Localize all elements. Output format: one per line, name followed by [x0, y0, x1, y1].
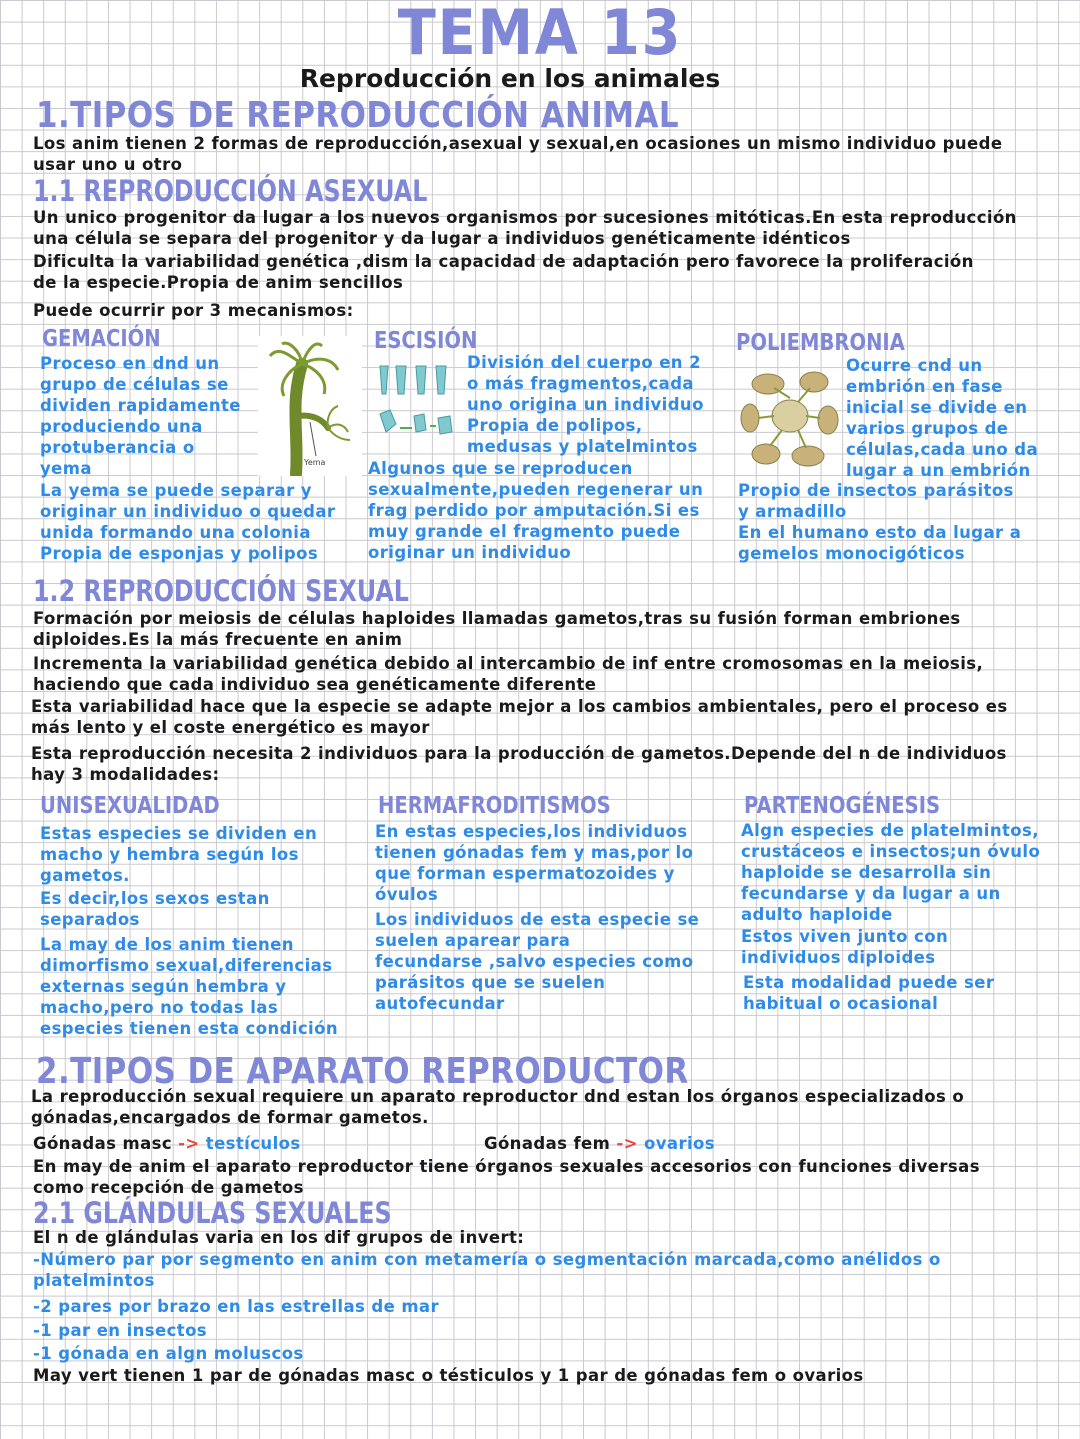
escision-line: frag perdido por amputación.Si es [368, 501, 700, 520]
poliembronia-drawing [738, 360, 842, 472]
gonadas-fem-value: ovarios [644, 1134, 716, 1153]
unisexualidad-line: gametos. [40, 866, 130, 885]
sexual-para2-line: haciendo que cada individuo sea genéticamente diferente [33, 675, 597, 694]
poliembronia-line: inicial se divide en [846, 398, 1028, 417]
gemacion-text-a [40, 353, 241, 479]
unisexualidad-line: macho y hembra según los [40, 845, 299, 864]
gemacion-title: GEMACIÓN [42, 326, 161, 352]
arrow-icon: -> [616, 1134, 638, 1153]
section1-intro [33, 133, 1002, 175]
poliembronia-text-a [846, 355, 1038, 481]
asexual-para1-line: Un unico progenitor da lugar a los nuevos organismos por sucesiones mitóticas.En esta reproducción [33, 208, 1017, 227]
gemacion-line: yema [40, 459, 92, 478]
glandulas-item-2: -2 pares por brazo en las estrellas de mar [33, 1297, 439, 1316]
partenogenesis-line: individuos diploides [741, 948, 936, 967]
sexual-para1-line: Formación por meiosis de células haploides llamadas gametos,tras su fusión forman embriones [33, 609, 961, 628]
gemacion-line: produciendo una [40, 417, 203, 436]
escision-line: sexualmente,pueden regenerar un [368, 480, 704, 499]
escision-line: uno origina un individuo [467, 395, 704, 414]
section1-intro-line: Los anim tienen 2 formas de reproducción,asexual y sexual,en ocasiones un mismo individuo puede [33, 134, 1003, 153]
hermafroditismo-line: que forman espermatozoides y [375, 864, 675, 883]
escision-line: o más fragmentos,cada [467, 374, 694, 393]
partenogenesis-line: fecundarse y da lugar a un [741, 884, 1001, 903]
escision-line: Algunos que se reproducen [368, 459, 633, 478]
poliembronia-line: varios grupos de [846, 419, 1009, 438]
poliembronia-text-b [738, 480, 1021, 564]
escision-line: originar un individuo [368, 543, 572, 562]
partenogenesis-line: Algn especies de platelmintos, [741, 821, 1039, 840]
gemacion-line: protuberancia o [40, 438, 195, 457]
sexual-para2 [33, 653, 983, 695]
glandulas-item-3: -1 par en insectos [33, 1321, 208, 1340]
asexual-para1-line: una célula se separa del progenitor y da lugar a individuos genéticamente idénticos [33, 229, 851, 248]
poliembronia-line: embrión en fase [846, 377, 1003, 396]
escision-text-b [368, 458, 703, 563]
hermafroditismo-line: En estas especies,los individuos [375, 822, 688, 841]
escision-line: medusas y platelmintos [467, 437, 698, 456]
poliembronia-line: y armadillo [738, 502, 847, 521]
section2-para2 [33, 1156, 980, 1198]
escision-drawing [374, 358, 464, 458]
sexual-para3-line: más lento y el coste energético es mayor [31, 718, 430, 737]
gemacion-text-b [40, 480, 335, 564]
partenogenesis-line: adulto haploide [741, 905, 893, 924]
gemacion-line: unida formando una colonia [40, 523, 311, 542]
partenogenesis-line: haploide se desarrolla sin [741, 863, 992, 882]
section2-para1-line: gónadas,encargados de formar gametos. [31, 1108, 429, 1127]
gemacion-line: grupo de células se [40, 375, 229, 394]
escision-line: muy grande el fragmento puede [368, 522, 681, 541]
section1-intro-line: usar uno u otro [33, 155, 183, 174]
poliembronia-line: Ocurre cnd un [846, 356, 983, 375]
escision-line: Propia de polipos, [467, 416, 643, 435]
section2-para1 [31, 1086, 964, 1128]
partenogenesis-title: PARTENOGÉNESIS [744, 793, 941, 819]
glandulas-closing: May vert tienen 1 par de gónadas masc o tésticulos y 1 par de gónadas fem o ovarios [33, 1366, 864, 1385]
partenogenesis-line: crustáceos e insectos;un óvulo [741, 842, 1041, 861]
sexual-heading: 1.2 REPRODUCCIÓN SEXUAL [33, 574, 409, 608]
glandulas-item-line: -Número par por segmento en anim con metamería o segmentación marcada,como anélidos o [33, 1250, 941, 1269]
partenogenesis-line: Esta modalidad puede ser [743, 973, 995, 992]
mechanisms-intro: Puede ocurrir por 3 mecanismos: [33, 301, 354, 320]
sexual-para4-line: Esta reproducción necesita 2 individuos para la producción de gametos.Depende del n de individuos [31, 744, 1007, 763]
escision-text-a [467, 352, 704, 457]
poliembronia-line: lugar a un embrión [846, 461, 1031, 480]
hydra-drawing [258, 336, 362, 476]
page-title: TEMA 13 [397, 0, 683, 69]
gemacion-line: La yema se puede separar y [40, 481, 312, 500]
hermafroditismo-line: Los individuos de esta especie se [375, 910, 700, 929]
unisexualidad-text-a [40, 823, 317, 886]
hermafroditismo-line: tienen gónadas fem y mas,por lo [375, 843, 694, 862]
hermafroditismo-line: autofecundar [375, 994, 505, 1013]
asexual-para1 [33, 207, 1017, 249]
unisexualidad-line: Estas especies se dividen en [40, 824, 318, 843]
poliembronia-title: POLIEMBRONIA [736, 330, 905, 356]
sexual-para4 [31, 743, 1007, 785]
unisexualidad-line: especies tienen esta condición [40, 1019, 338, 1038]
hermafroditismo-line: parásitos que se suelen [375, 973, 606, 992]
section1-heading: 1.TIPOS DE REPRODUCCIÓN ANIMAL [36, 95, 680, 136]
glandulas-item-4: -1 gónada en algn moluscos [33, 1344, 304, 1363]
section2-para2-line: En may de anim el aparato reproductor tiene órganos sexuales accesorios con funciones diversas [33, 1157, 980, 1176]
sexual-para1-line: diploides.Es la más frecuente en anim [33, 630, 403, 649]
unisexualidad-line: Es decir,los sexos estan [40, 889, 270, 908]
gemacion-line: Proceso en dnd un [40, 354, 220, 373]
unisexualidad-line: separados [40, 910, 140, 929]
unisexualidad-line: La may de los anim tienen [40, 935, 294, 954]
hermafroditismo-line: óvulos [375, 885, 439, 904]
hermafroditismo-line: fecundarse ,salvo especies como [375, 952, 694, 971]
asexual-para2 [33, 251, 974, 293]
arrow-icon: -> [178, 1134, 200, 1153]
unisexualidad-line: macho,pero no todas las [40, 998, 279, 1017]
poliembronia-line: Propio de insectos parásitos [738, 481, 1014, 500]
glandulas-item-line: platelmintos [33, 1271, 155, 1290]
unisexualidad-text-b [40, 888, 270, 930]
gonadas-masc-value: testículos [205, 1134, 301, 1153]
hermafroditismo-text-a [375, 821, 693, 905]
gonadas-masc-label: Gónadas masc [33, 1134, 172, 1153]
section2-para2-line: como recepción de gametos [33, 1178, 304, 1197]
section2-para1-line: La reproducción sexual requiere un aparato reproductor dnd estan los órganos especializados o [31, 1087, 965, 1106]
sexual-para1 [33, 608, 961, 650]
asexual-heading: 1.1 REPRODUCCIÓN ASEXUAL [33, 174, 428, 208]
partenogenesis-text-c [743, 972, 994, 1014]
hermafroditismo-line: suelen aparear para [375, 931, 571, 950]
gemacion-line: originar un individuo o quedar [40, 502, 336, 521]
poliembronia-line: En el humano esto da lugar a [738, 523, 1022, 542]
unisexualidad-line: dimorfismo sexual,diferencias [40, 956, 333, 975]
unisexualidad-line: externas según hembra y [40, 977, 287, 996]
page-subtitle: Reproducción en los animales [299, 64, 721, 93]
hermafroditismo-text-b [375, 909, 699, 1014]
glandulas-intro: El n de glándulas varia en los dif grupos de invert: [33, 1228, 525, 1247]
gemacion-line: dividen rapidamente [40, 396, 241, 415]
sexual-para3-line: Esta variabilidad hace que la especie se adapte mejor a los cambios ambientales, pero el proceso es [31, 697, 1008, 716]
gonadas-fem-label: Gónadas fem [484, 1134, 611, 1153]
asexual-para2-line: Dificulta la variabilidad genética ,dism la capacidad de adaptación pero favorece la proliferación [33, 252, 974, 271]
gemacion-line: Propia de esponjas y polipos [40, 544, 319, 563]
poliembronia-line: células,cada uno da [846, 440, 1038, 459]
escision-image [374, 358, 464, 458]
partenogenesis-line: Estos viven junto con [741, 927, 949, 946]
poliembronia-line: gemelos monocigóticos [738, 544, 966, 563]
hydra-image [258, 336, 362, 476]
gonadas-fem [484, 1133, 715, 1154]
sexual-para4-line: hay 3 modalidades: [31, 765, 220, 784]
partenogenesis-text-b [741, 926, 948, 968]
sexual-para3 [31, 696, 1008, 738]
asexual-para2-line: de la especie.Propia de anim sencillos [33, 273, 404, 292]
unisexualidad-title: UNISEXUALIDAD [40, 793, 220, 819]
partenogenesis-text-a [741, 820, 1040, 925]
gonadas-masc [33, 1133, 301, 1154]
escision-line: División del cuerpo en 2 [467, 353, 701, 372]
unisexualidad-text-c [40, 934, 338, 1039]
glandulas-item-1 [33, 1249, 941, 1291]
poliembronia-image [738, 360, 842, 472]
escision-title: ESCISIÓN [374, 328, 478, 354]
section2-heading: 2.TIPOS DE APARATO REPRODUCTOR [36, 1051, 689, 1092]
hermafroditismo-title: HERMAFRODITISMOS [378, 793, 611, 819]
hydra-label: Yema [304, 458, 326, 467]
partenogenesis-line: habitual o ocasional [743, 994, 939, 1013]
sexual-para2-line: Incrementa la variabilidad genética debido al intercambio de inf entre cromosomas en la meiosis, [33, 654, 984, 673]
glandulas-heading: 2.1 GLÁNDULAS SEXUALES [33, 1196, 392, 1230]
